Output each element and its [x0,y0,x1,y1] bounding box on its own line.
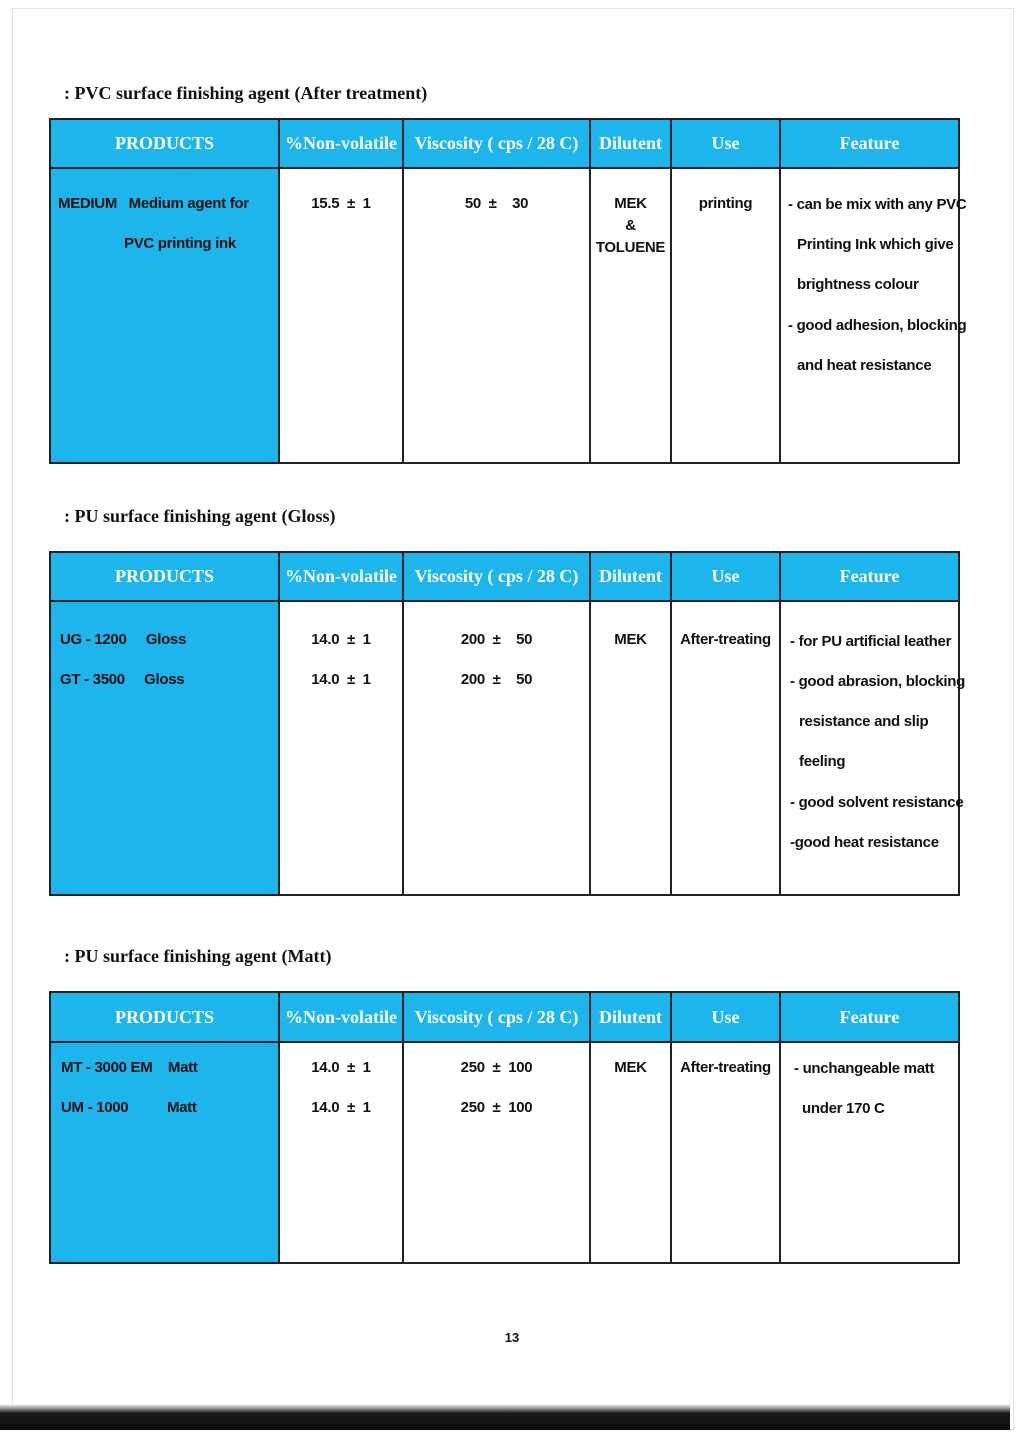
product-line: GT - 3500 Gloss [60,671,185,688]
dilutent-value: TOLUENE [595,239,666,256]
use-cell [672,602,781,894]
section-title-pvc: : PVC surface finishing agent (After treatment) [64,83,428,103]
viscosity-value: 200 ± 50 [460,631,533,648]
section-title-pu-gloss: : PU surface finishing agent (Gloss) [64,506,336,526]
nonvolatile-cell [280,1043,404,1262]
page-number: 13 [504,1330,520,1345]
scan-edge [0,1404,1010,1430]
header-dilutent: Dilutent [591,553,672,602]
feature-line: feeling [799,753,846,770]
products-cell [51,602,280,894]
feature-line: under 170 C [802,1100,885,1117]
feature-line: and heat resistance [797,357,932,374]
header-viscosity: Viscosity ( cps / 28 C) [404,993,591,1043]
product-line: UG - 1200 Gloss [60,631,187,648]
feature-line: brightness colour [797,276,919,293]
header-nonvolatile: %Non-volatile [280,553,404,602]
header-nonvolatile: %Non-volatile [280,120,404,169]
dilutent-value: & [625,217,636,234]
feature-line: resistance and slip [799,713,929,730]
nonvolatile-cell [280,602,404,894]
feature-cell [781,602,966,894]
section-title-pu-matt: : PU surface finishing agent (Matt) [64,946,332,966]
feature-cell [781,169,967,462]
product-line: MEDIUM Medium agent for [58,195,249,212]
feature-line: - good abrasion, blocking [790,673,966,690]
use-cell [672,1043,781,1262]
use-cell [672,169,781,462]
viscosity-cell [404,1043,591,1262]
header-dilutent: Dilutent [591,120,672,169]
viscosity-value: 250 ± 100 [460,1099,533,1116]
product-line: PVC printing ink [124,235,236,252]
header-feature: Feature [781,993,958,1043]
header-products: PRODUCTS [51,120,280,169]
feature-line: - can be mix with any PVC [788,196,967,213]
header-use: Use [672,120,781,169]
nonvolatile-value: 14.0 ± 1 [311,1059,371,1076]
nonvolatile-value: 15.5 ± 1 [311,195,371,212]
viscosity-cell [404,602,591,894]
viscosity-cell [404,169,591,462]
header-nonvolatile: %Non-volatile [280,993,404,1043]
pvc-table [49,118,967,464]
nonvolatile-value: 14.0 ± 1 [311,671,371,688]
pu-gloss-table [49,551,966,896]
header-viscosity: Viscosity ( cps / 28 C) [404,120,591,169]
viscosity-value: 50 ± 30 [464,195,529,212]
dilutent-value: MEK [614,631,647,648]
header-feature: Feature [781,553,958,602]
nonvolatile-cell [280,169,404,462]
use-value: After-treating [680,1059,771,1076]
header-products: PRODUCTS [51,993,280,1043]
products-cell [51,169,280,462]
feature-line: - good adhesion, blocking [788,317,967,334]
dilutent-cell [591,169,672,462]
header-use: Use [672,553,781,602]
dilutent-value: MEK [614,195,647,212]
pu-matt-table [49,991,960,1264]
product-line: UM - 1000 Matt [61,1099,197,1116]
header-feature: Feature [781,120,958,169]
feature-line: - unchangeable matt [794,1060,935,1077]
feature-line: - for PU artificial leather [790,633,952,650]
products-cell [51,1043,280,1262]
nonvolatile-value: 14.0 ± 1 [311,631,371,648]
header-products: PRODUCTS [51,553,280,602]
header-dilutent: Dilutent [591,993,672,1043]
header-viscosity: Viscosity ( cps / 28 C) [404,553,591,602]
feature-line: - good solvent resistance [790,794,964,811]
product-line: MT - 3000 EM Matt [61,1059,198,1076]
dilutent-cell [591,1043,672,1262]
feature-cell [781,1043,958,1262]
use-value: printing [698,195,753,212]
dilutent-cell [591,602,672,894]
header-use: Use [672,993,781,1043]
viscosity-value: 200 ± 50 [460,671,533,688]
viscosity-value: 250 ± 100 [460,1059,533,1076]
nonvolatile-value: 14.0 ± 1 [311,1099,371,1116]
dilutent-value: MEK [614,1059,647,1076]
feature-line: -good heat resistance [790,834,939,851]
feature-line: Printing Ink which give [797,236,954,253]
use-value: After-treating [680,631,771,648]
